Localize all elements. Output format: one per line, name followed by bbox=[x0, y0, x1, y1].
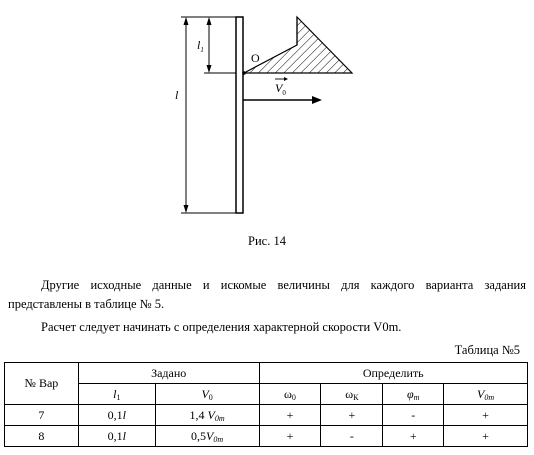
subheader-v0m: $V_{0m}$ bbox=[444, 384, 528, 405]
cell-phi: - bbox=[383, 405, 444, 426]
cell-omegak: + bbox=[321, 405, 383, 426]
label-o: O bbox=[251, 51, 260, 65]
dimension-l1 bbox=[207, 17, 212, 73]
label-v0: $V_0$ bbox=[275, 81, 286, 97]
header-var: № Вар bbox=[5, 363, 79, 405]
data-table bbox=[4, 362, 528, 447]
paragraph-intro: Другие исходные данные и искомые величины для каждого варианта задания представлены в таблице № 5. bbox=[8, 278, 526, 311]
cell-v0: 1,4 $V_{0m}$ bbox=[155, 405, 259, 426]
rod bbox=[236, 17, 243, 213]
paragraph-start: Расчет следует начинать с определения характерной скорости V0m. bbox=[41, 320, 402, 334]
cell-v0m: + bbox=[444, 426, 528, 447]
support-wedge bbox=[244, 17, 352, 73]
cell-omega0: + bbox=[259, 426, 321, 447]
cell-var: 8 bbox=[5, 426, 79, 447]
subheader-v0: $V_0$ bbox=[155, 384, 259, 405]
subheader-phi: $\varphi_m$ bbox=[383, 384, 444, 405]
subheader-omegak: $\omega_К$ bbox=[321, 384, 383, 405]
table-subheader-row bbox=[5, 384, 528, 405]
header-given: Задано bbox=[78, 363, 259, 384]
cell-l1: 0,1l bbox=[78, 405, 155, 426]
table-row bbox=[5, 405, 528, 426]
cell-phi: + bbox=[383, 426, 444, 447]
cell-omega0: + bbox=[259, 405, 321, 426]
table-title: Таблица №5 bbox=[454, 343, 520, 357]
figure-caption: Рис. 14 bbox=[248, 234, 286, 248]
cell-v0: $0,5V_{0m}$ bbox=[155, 426, 259, 447]
cell-v0m: + bbox=[444, 405, 528, 426]
cell-omegak: - bbox=[321, 426, 383, 447]
subheader-omega0: $\omega_0$ bbox=[259, 384, 321, 405]
pivot-point bbox=[242, 71, 246, 75]
subheader-l1: $l_1$ bbox=[78, 384, 155, 405]
cell-var: 7 bbox=[5, 405, 79, 426]
label-l: l bbox=[175, 88, 179, 102]
dimension-l bbox=[184, 17, 189, 213]
label-l1: $l_1$ bbox=[197, 38, 204, 54]
cell-l1: 0,1l bbox=[78, 426, 155, 447]
table-header-row bbox=[5, 363, 528, 384]
header-determine: Определить bbox=[259, 363, 527, 384]
table-row bbox=[5, 426, 528, 447]
